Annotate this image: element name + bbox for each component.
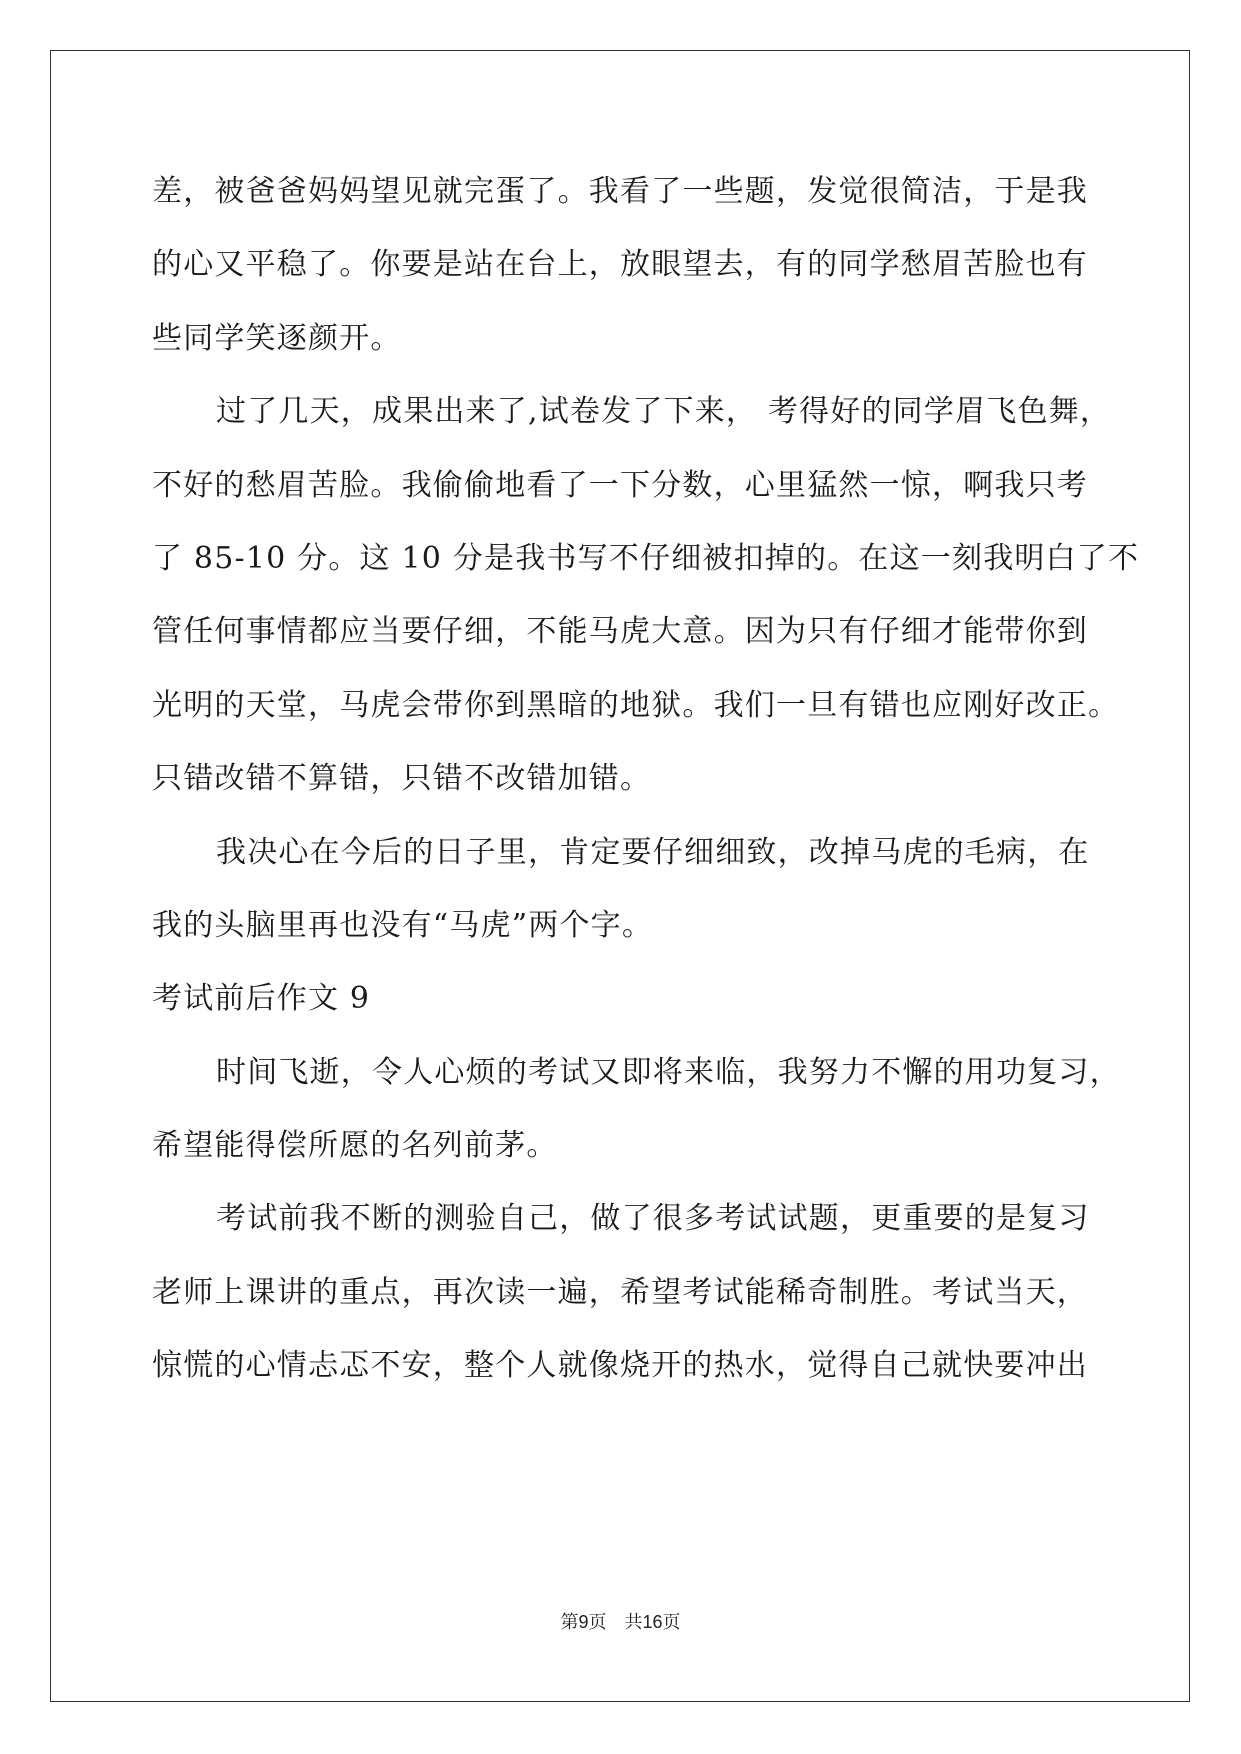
paragraph-start-line: 我决心在今后的日子里，肯定要仔细细致，改掉马虎的毛病，在 bbox=[216, 834, 1090, 870]
paragraph-start-line: 时间飞逝，令人心烦的考试又即将来临，我努力不懈的用功复习， bbox=[216, 1054, 1121, 1090]
text-line: 不好的愁眉苦脸。我偷偷地看了一下分数，心里猛然一惊，啊我只考 bbox=[152, 467, 1088, 503]
total-prefix: 共 bbox=[624, 1612, 643, 1633]
text-line: 我的头脑里再也没有“马虎”两个字。 bbox=[152, 907, 654, 943]
page-suffix: 页 bbox=[588, 1612, 607, 1633]
page-number: 9 bbox=[578, 1612, 589, 1632]
total-suffix: 页 bbox=[662, 1612, 681, 1633]
text-line: 差，被爸爸妈妈望见就完蛋了。我看了一些题，发觉很简洁，于是我 bbox=[152, 174, 1088, 209]
total-pages: 16 bbox=[642, 1612, 663, 1632]
paragraph-start-line: 考试前我不断的测验自己，做了很多考试试题，更重要的是复习 bbox=[216, 1201, 1090, 1237]
text-line: 的心又平稳了。你要是站在台上，放眼望去，有的同学愁眉苦脸也有 bbox=[152, 247, 1088, 283]
document-body bbox=[152, 164, 1140, 1412]
text-line: 老师上课讲的重点，再次读一遍，希望考试能稀奇制胜。考试当天， bbox=[152, 1274, 1088, 1310]
text-line: 只错改错不算错，只错不改错加错。 bbox=[152, 761, 652, 797]
paragraph-start-line: 过了几天，成果出来了,试卷发了下来， 考得好的同学眉飞色舞， bbox=[216, 394, 1112, 430]
text-line: 管任何事情都应当要仔细，不能马虎大意。因为只有仔细才能带你到 bbox=[152, 614, 1088, 650]
section-heading: 考试前后作文 9 bbox=[152, 981, 371, 1017]
text-line: 些同学笑逐颜开。 bbox=[152, 320, 402, 356]
text-line: 希望能得偿所愿的名列前茅。 bbox=[152, 1128, 558, 1164]
text-line: 光明的天堂，马虎会带你到黑暗的地狱。我们一旦有错也应刚好改正。 bbox=[152, 687, 1120, 723]
text-line: 了 85-10 分。这 10 分是我书写不仔细被扣掉的。在这一刻我明白了不 bbox=[152, 540, 1140, 576]
page-prefix: 第 bbox=[560, 1612, 579, 1633]
text-line: 惊慌的心情忐忑不安，整个人就像烧开的热水，觉得自己就快要冲出 bbox=[152, 1348, 1088, 1384]
page-footer bbox=[0, 1610, 1241, 1635]
